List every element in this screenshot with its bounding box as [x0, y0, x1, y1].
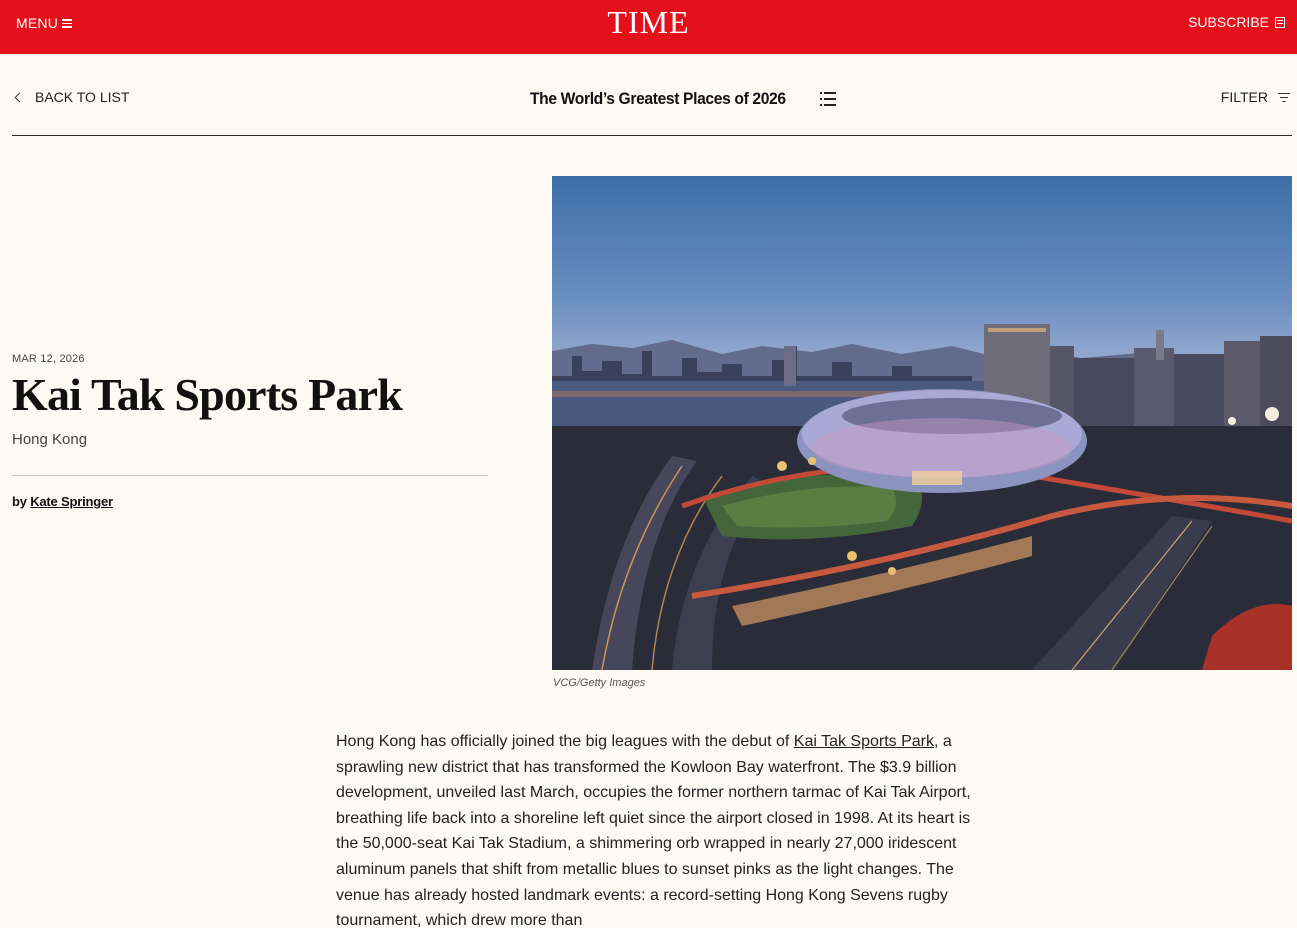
menu-label: MENU [16, 15, 59, 31]
kai-tak-sports-park-link[interactable]: Kai Tak Sports Park [793, 733, 935, 750]
filter-label: FILTER [1220, 89, 1268, 105]
body-text-part2: , a sprawling new district that has transformed the Kowloon Bay waterfront. The $3.9 billion development, unveiled last March, occupies the former northern tarmac of Kai Tak Airport, breathing life back into a shoreline left quiet since the airport closed in 1998. At its heart is the 50,000-seat Kai Tak Stadium, a shimmering orb wrapped in nearly 27,000 iridescent aluminum panels that shift from metallic blues to sunset pinks as the light changes. The venue has already hosted landmark events: a record-setting Hong Kong Sevens rugby tournament, which drew more than [336, 733, 971, 928]
article-body [336, 729, 972, 928]
article-title: Kai Tak Sports Park [12, 369, 402, 420]
list-title-button[interactable] [530, 89, 836, 109]
newspaper-icon [1275, 17, 1285, 28]
list-icon [820, 92, 836, 106]
back-label: BACK TO LIST [35, 89, 130, 105]
hero-image [552, 176, 1292, 670]
chevron-left-icon [15, 92, 25, 102]
byline [12, 494, 113, 509]
image-caption: VCG/Getty Images [553, 677, 646, 689]
back-to-list-button[interactable] [12, 89, 129, 105]
top-bar [0, 0, 1297, 54]
time-logo[interactable]: TIME [607, 4, 690, 40]
byline-prefix: by [12, 494, 27, 509]
author-link[interactable]: Kate Springer [30, 494, 113, 509]
list-navigation [12, 54, 1292, 136]
article-location: Hong Kong [12, 431, 88, 448]
divider [12, 475, 488, 476]
article-date: MAR 12, 2026 [12, 353, 85, 365]
body-text-part1: Hong Kong has officially joined the big leagues with the debut of [336, 733, 794, 750]
list-title: The World’s Greatest Places of 2026 [530, 89, 786, 108]
stadium-illustration [552, 176, 1292, 670]
subscribe-label: SUBSCRIBE [1188, 14, 1269, 30]
filter-button[interactable] [1221, 89, 1290, 105]
subscribe-button[interactable] [1188, 13, 1285, 31]
filter-icon [1278, 93, 1290, 102]
